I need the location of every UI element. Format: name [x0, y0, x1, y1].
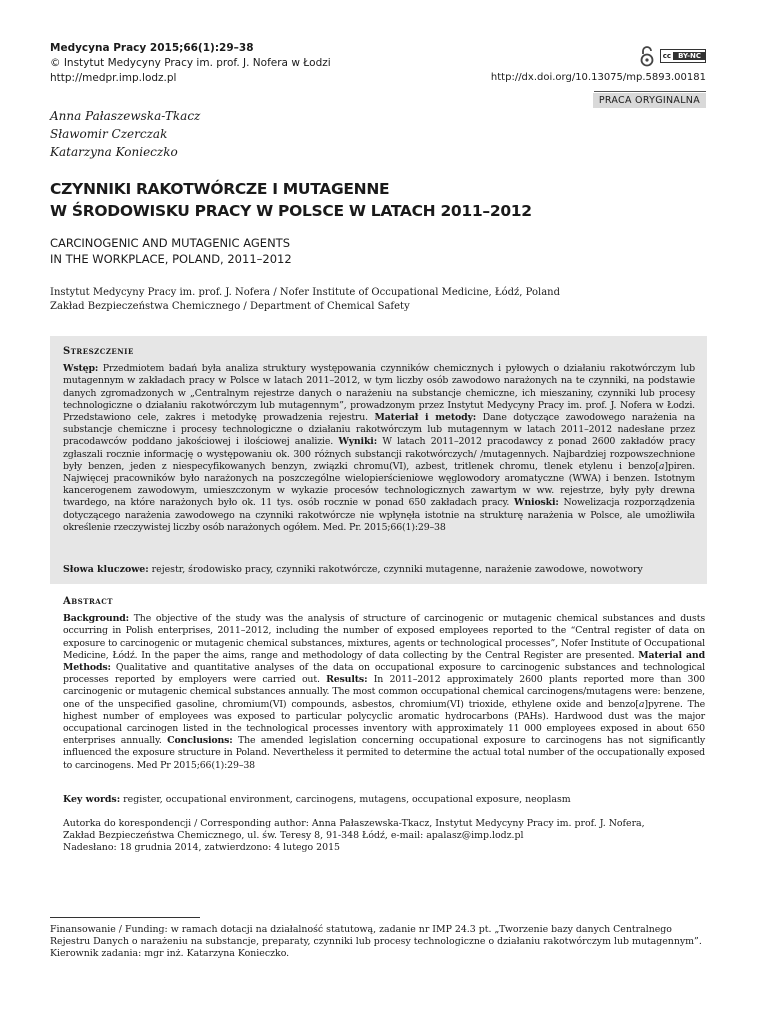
keywords-en: Key words: register, occupational environment, carcinogens, mutagens, occupational exposure, neoplasm [63, 794, 571, 805]
title-line: IN THE WORKPLACE, POLAND, 2011–2012 [50, 252, 292, 266]
copyright-line: © Instytut Medycyny Pracy im. prof. J. Nofera w Łodzi [50, 57, 331, 69]
correspondence-line: Autorka do korespondencji / Corresponding author: Anna Pałaszewska-Tkacz, Instytut Medycyny Pracy im. prof. J. Nofera, [63, 818, 645, 829]
doi-link[interactable]: http://dx.doi.org/10.13075/mp.5893.00181 [490, 72, 706, 83]
article-title-en [50, 235, 292, 267]
author-name: Anna Pałaszewska-Tkacz [50, 109, 201, 123]
author-name: Katarzyna Konieczko [50, 145, 178, 159]
funding-footnote: Finansowanie / Funding: w ramach dotacji na działalność statutową, zadanie nr IMP 24.3 pt. „Tworzenie bazy danych Centralnego Rejestru Danych o narażeniu na substancje, preparaty, czynniki lub procesy technologiczne o działaniu rakotwórczym lub mutagennym”. Kierownik zadania: mgr inż. Katarzyna Konieczko. [50, 924, 702, 959]
section-label: Background: [63, 613, 129, 625]
streszczenie-text: Wstęp: Przedmiotem badań była analiza struktury występowania czynników chemicznych i pyłowych o działaniu rakotwórczym lub mutagennym w zakładach pracy w Polsce w latach 2011–2012, w tym liczby osób zawodowo narażonych na te czynniki, na podstawie danych zgromadzonych w „Centralnym rejestrze danych o narażeniu na substancje chemiczne, ich mieszaniny, czynniki lub procesy technologiczne o działaniu rakotwórczym lub mutagennym”, prowadzonym przez Instytut Medycyny Pracy im. prof. J. Nofera w Łodzi. Przedstawiono cele, zakres i metodykę prowadzenia rejestru. Materiał i metody: Dane dotyczące zawodowego narażenia na substancje chemiczne i procesy technologiczne o działaniu rakotwórczym lub mutagennym w latach 2011–2012 nadesłane przez pracodawców poddano jakościowej i ilościowej analizie. Wyniki: W latach 2011–2012 pracodawcy z ponad 2600 zakładów pracy zgłaszali rocznie informację o występowaniu ok. 300 różnych substancji rakotwórczych/ /mutagennych. Najbardziej rozpowszechnione były benzen, jeden z niespecyfikowanych benzyn, związki chromu(VI), azbest, tritlenek chromu, tlenek etylenu i benzo[a]piren. Najwięcej pracowników było narażonych na poszczególne wielopierścieniowe węglowodory aromatyczne (WWA) i benzen. Istotnym kancerogenem zawodowym, umieszczonym w wykazie procesów technologicznych zawartym w ww. rejestrze, były pyły drewna twardego, na które narażonych było ok. 11 tys. osób rocznie w ponad 650 zakładach pracy. Wnioski: Nowelizacja rozporządzenia dotyczącego narażenia zawodowego na czynniki rakotwórcze nie wpłynęła istotnie na strukturę narażenia w Polsce, ale umożliwiła określenie rzeczywistej liczby osób narażonych ogółem. Med. Pr. 2015;66(1):29–38 [63, 363, 696, 533]
correspondence-line: Nadesłano: 18 grudnia 2014, zatwierdzono: 4 lutego 2015 [63, 842, 340, 854]
by-nc-label: BY-NC [674, 52, 705, 60]
journal-url[interactable]: http://medpr.imp.lodz.pl [50, 72, 177, 84]
article-title-pl [50, 178, 710, 222]
article-type-badge: PRACA ORYGINALNA [593, 93, 706, 108]
section-label: Material and Methods: [63, 649, 706, 674]
journal-header [50, 41, 331, 86]
correspondence [63, 818, 703, 855]
correspondence-line: Zakład Bezpieczeństwa Chemicznego, ul. św. Teresy 8, 91-348 Łódź, e-mail: apalasz@imp.lodz.pl [63, 830, 524, 842]
open-access-lock-icon [640, 45, 654, 67]
section-label: Conclusions: [167, 735, 233, 747]
license-icons [446, 43, 706, 69]
affiliation [50, 286, 560, 314]
title-line: W ŚRODOWISKU PRACY W POLSCE W LATACH 2011–2012 [50, 202, 532, 220]
cc-by-nc-icon[interactable] [660, 49, 706, 63]
footnote-divider [50, 917, 200, 918]
title-line: CARCINOGENIC AND MUTAGENIC AGENTS [50, 236, 290, 250]
license-header [446, 43, 706, 83]
section-label: Wyniki: [338, 436, 378, 448]
section-label: Results: [326, 674, 368, 686]
abstract-en [63, 596, 705, 772]
title-line: CZYNNIKI RAKOTWÓRCZE I MUTAGENNE [50, 180, 390, 198]
affiliation-line: Instytut Medycyny Pracy im. prof. J. Nofera / Nofer Institute of Occupational Medicine, Łódź, Poland [50, 287, 560, 298]
section-label: Materiał i metody: [374, 412, 477, 424]
affiliation-line: Zakład Bezpieczeństwa Chemicznego / Department of Chemical Safety [50, 301, 410, 312]
cc-label: cc [661, 52, 674, 60]
abstract-text: Background: The objective of the study was the analysis of structure of carcinogenic or mutagenic chemical substances and dusts occurring in Polish enterprises, 2011–2012, including the number of exposed employees reported to the “Central register of data on exposure to carcinogenic or mutagenic chemical substances, mixtures, agents or technological processes”, Nofer Institute of Occupational Medicine, Łódź. In the paper the aims, range and methodology of data collecting by the Central Register are presented. Material and Methods: Qualitative and quantitative analyses of the data on occupational exposure to carcinogenic substances and technological processes reported by employers were carried out. Results: In 2011–2012 approximately 2600 plants reported more than 300 carcinogenic or mutagenic chemical substances annually. The most common occupational chemical carcinogens/mutagens were: benzene, one of the unspecified gasoline, chromium(VI) compounds, asbestos, chromium(VI) trioxide, ethylene oxide and benzo[a]pyrene. The highest number of employees was exposed to particular polycyclic aromatic hydrocarbons (PAHs). Hardwood dust was the major occupational carcinogen listed in the technological processes inventory with approximately 11 000 employees exposed in about 650 enterprises annually. Conclusions: The amended legislation concerning occupational exposure to carcinogens has not significantly influenced the exposure structure in Poland. Nevertheless it permited to determine the actual total number of the occupationally exposed to carcinogens. Med Pr 2015;66(1):29–38 [63, 613, 706, 771]
keywords-pl: Słowa kluczowe: rejestr, środowisko pracy, czynniki rakotwórcze, czynniki mutagenne, narażenie zawodowe, nowotwory [63, 564, 643, 575]
section-label: Wstęp: [63, 363, 99, 375]
section-label: Wnioski: [513, 497, 559, 509]
author-list [50, 107, 200, 161]
journal-citation: Medycyna Pracy 2015;66(1):29–38 [50, 42, 254, 54]
abstract-heading: Abstract [63, 596, 113, 607]
author-name: Sławomir Czerczak [50, 127, 168, 141]
streszczenie-heading: Streszczenie [63, 346, 134, 357]
header-divider [594, 91, 706, 92]
streszczenie-box [50, 336, 707, 584]
